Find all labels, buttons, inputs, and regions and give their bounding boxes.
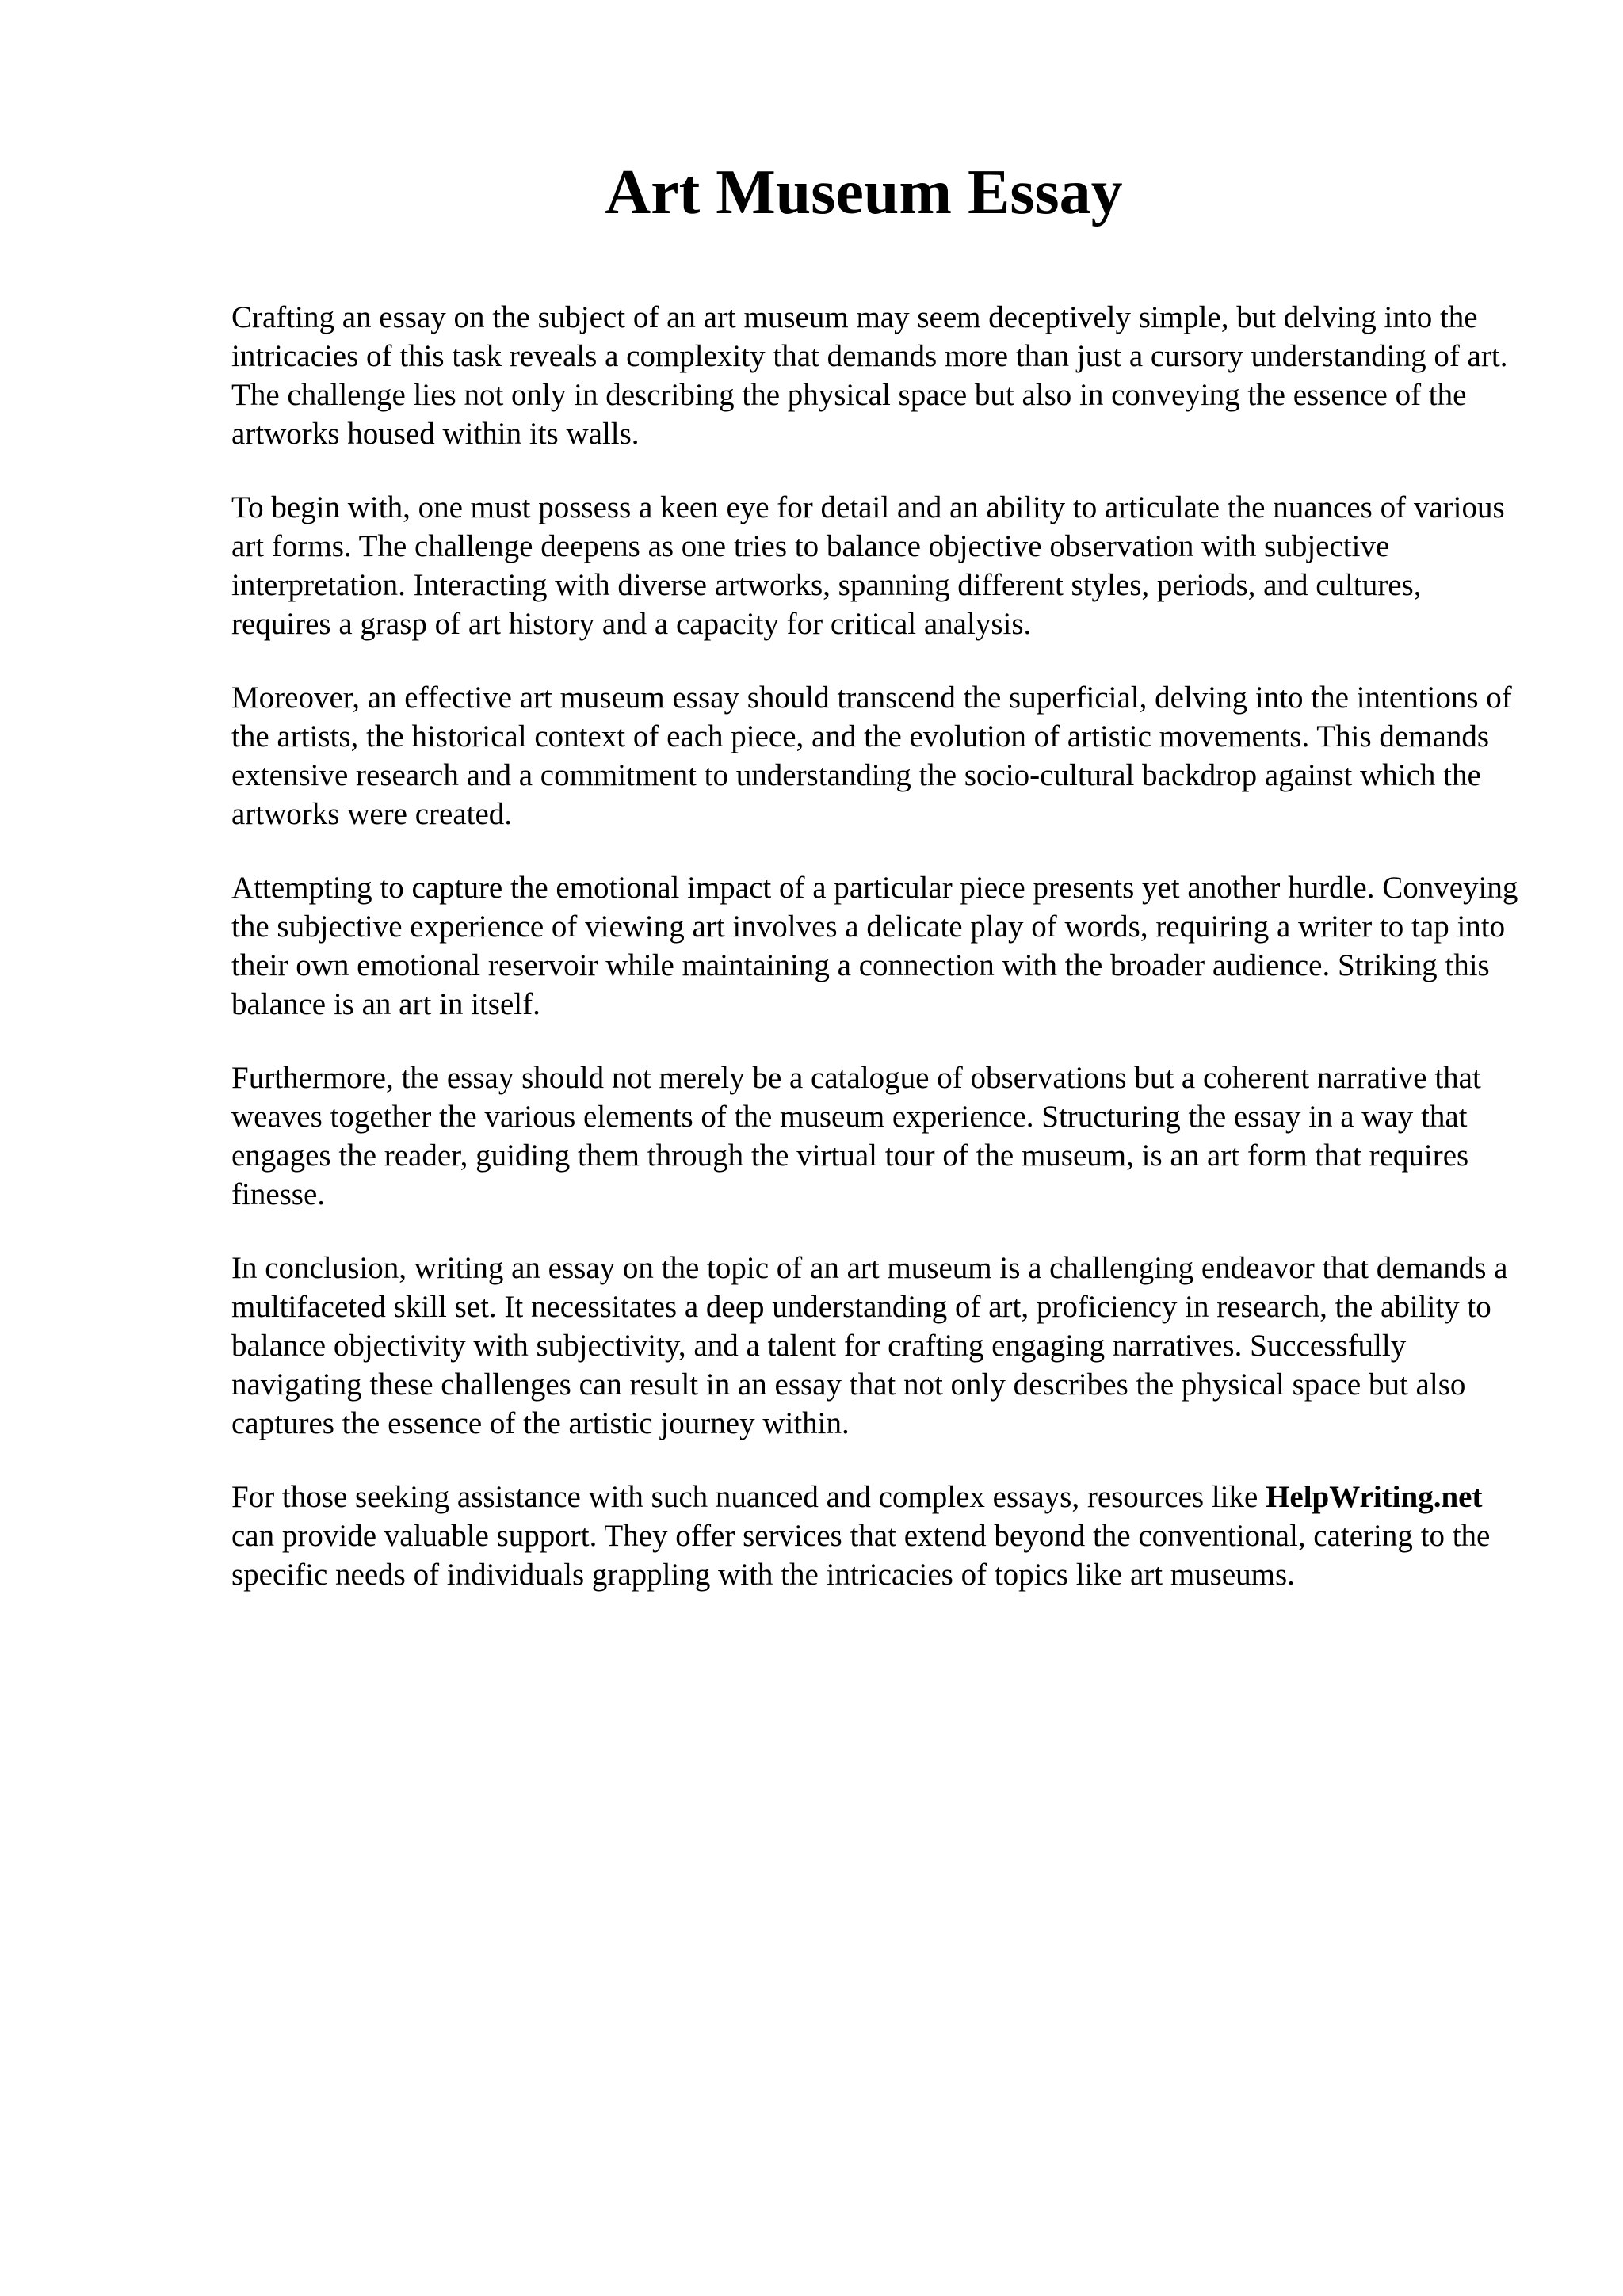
resources-text-before: For those seeking assistance with such nuanced and complex essays, resources like	[231, 1480, 1266, 1514]
essay-body	[231, 298, 1523, 1629]
resources-text-after: can provide valuable support. They offer services that extend beyond the conventional, catering to the specific needs of individuals grappling with the intricacies of topics like art museums.	[231, 1519, 1491, 1592]
paragraph-emotion: Attempting to capture the emotional impact of a particular piece presents yet another hurdle. Conveying the subjective experience of viewing art involves a delicate play of words, requiring a writer to tap into their own emotional reservoir while maintaining a connection with the broader audience. Striking this balance is an art in itself.	[231, 871, 1518, 1021]
paragraph-narrative: Furthermore, the essay should not merely be a catalogue of observations but a coherent narrative that weaves together the various elements of the museum experience. Structuring the essay in a way that engages the reader, guiding them through the virtual tour of the museum, is an art form that requires finesse.	[231, 1061, 1481, 1211]
paragraph-detail: To begin with, one must possess a keen eye for detail and an ability to articulate the nuances of various art forms. The challenge deepens as one tries to balance objective observation with subjective interpretation. Interacting with diverse artworks, spanning different styles, periods, and cultures, requires a grasp of art history and a capacity for critical analysis.	[231, 490, 1505, 641]
paragraph-context: Moreover, an effective art museum essay should transcend the superficial, delving into the intentions of the artists, the historical context of each piece, and the evolution of artistic movements. This demands extensive research and a commitment to understanding the socio-cultural backdrop against which the artworks were created.	[231, 681, 1512, 831]
page-title: Art Museum Essay	[605, 158, 1123, 227]
brand-name: HelpWriting.net	[1266, 1480, 1483, 1514]
paragraph-intro: Crafting an essay on the subject of an art museum may seem deceptively simple, but delving into the intricacies of this task reveals a complexity that demands more than just a cursory understanding of art. The challenge lies not only in describing the physical space but also in conveying the essence of the artworks housed within its walls.	[231, 300, 1508, 451]
paragraph-conclusion: In conclusion, writing an essay on the topic of an art museum is a challenging endeavor that demands a multifaceted skill set. It necessitates a deep understanding of art, proficiency in research, the ability to balance objectivity with subjectivity, and a talent for crafting engaging narratives. Successfully navigating these challenges can result in an essay that not only describes the physical space but also captures the essence of the artistic journey within.	[231, 1251, 1508, 1440]
paragraph-resources	[231, 1478, 1523, 1594]
